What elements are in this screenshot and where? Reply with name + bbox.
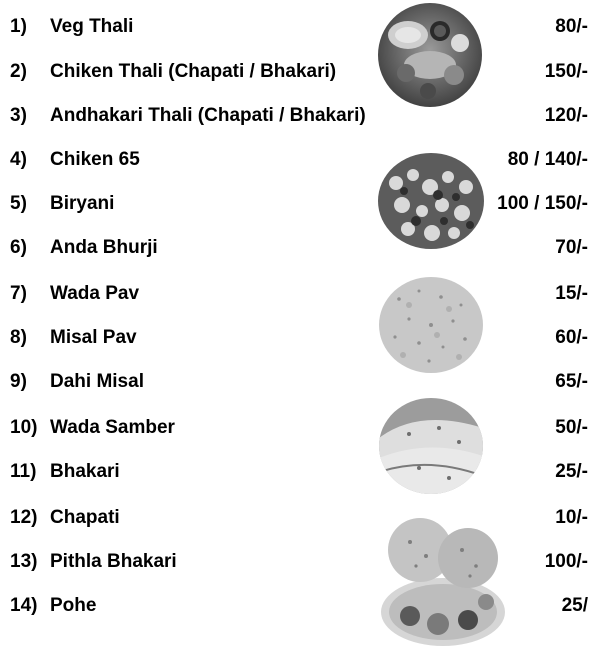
item-number: 8) <box>10 327 27 348</box>
item-number: 6) <box>10 237 27 258</box>
pithla-bhakari-plate-photo-icon <box>376 516 510 648</box>
item-name: Chiken 65 <box>50 149 140 170</box>
item-number: 11) <box>10 461 37 482</box>
item-number: 3) <box>10 105 27 126</box>
item-name: Anda Bhurji <box>50 237 158 258</box>
menu-item <box>0 457 600 487</box>
item-name: Pithla Bhakari <box>50 551 177 572</box>
menu-item <box>0 233 600 263</box>
item-name: Wada Pav <box>50 283 140 304</box>
item-price: 50/- <box>555 417 588 438</box>
menu-item <box>0 367 600 397</box>
item-name: Misal Pav <box>50 327 137 348</box>
item-name: Andhakari Thali (Chapati / Bhakari) <box>50 105 366 126</box>
item-number: 9) <box>10 371 27 392</box>
item-name: Wada Samber <box>50 417 175 438</box>
item-price: 60/- <box>555 327 588 348</box>
menu-item <box>0 279 600 309</box>
item-price: 25/- <box>555 461 588 482</box>
item-price: 70/- <box>555 237 588 258</box>
menu-item <box>0 145 600 175</box>
item-price: 80 / 140/- <box>507 149 588 170</box>
item-name: Dahi Misal <box>50 371 144 392</box>
item-number: 4) <box>10 149 27 170</box>
menu-item <box>0 101 600 131</box>
item-price: 120/- <box>544 105 588 126</box>
item-name: Chiken Thali (Chapati / Bhakari) <box>50 61 337 82</box>
menu-item <box>0 547 600 577</box>
item-price: 100 / 150/- <box>497 193 588 214</box>
item-name: Bhakari <box>50 461 120 482</box>
item-number: 10) <box>10 417 38 438</box>
item-price: 10/- <box>555 507 588 528</box>
item-number: 7) <box>10 283 27 304</box>
menu-item <box>0 57 600 87</box>
item-name: Veg Thali <box>50 16 134 37</box>
item-number: 1) <box>10 16 27 37</box>
item-name: Pohe <box>50 595 97 616</box>
menu-item <box>0 323 600 353</box>
item-name: Chapati <box>50 507 120 528</box>
menu-item <box>0 591 600 621</box>
menu-item <box>0 413 600 443</box>
item-number: 5) <box>10 193 27 214</box>
item-number: 12) <box>10 507 38 528</box>
item-number: 2) <box>10 61 27 82</box>
item-price: 25/ <box>561 595 588 616</box>
item-price: 15/- <box>555 283 588 304</box>
item-price: 65/- <box>555 371 588 392</box>
menu-item <box>0 12 600 42</box>
item-price: 150/- <box>544 61 588 82</box>
item-name: Biryani <box>50 193 115 214</box>
item-price: 80/- <box>555 16 588 37</box>
menu-item <box>0 189 600 219</box>
item-price: 100/- <box>544 551 588 572</box>
item-number: 13) <box>10 551 38 572</box>
menu-item <box>0 503 600 533</box>
item-number: 14) <box>10 595 38 616</box>
